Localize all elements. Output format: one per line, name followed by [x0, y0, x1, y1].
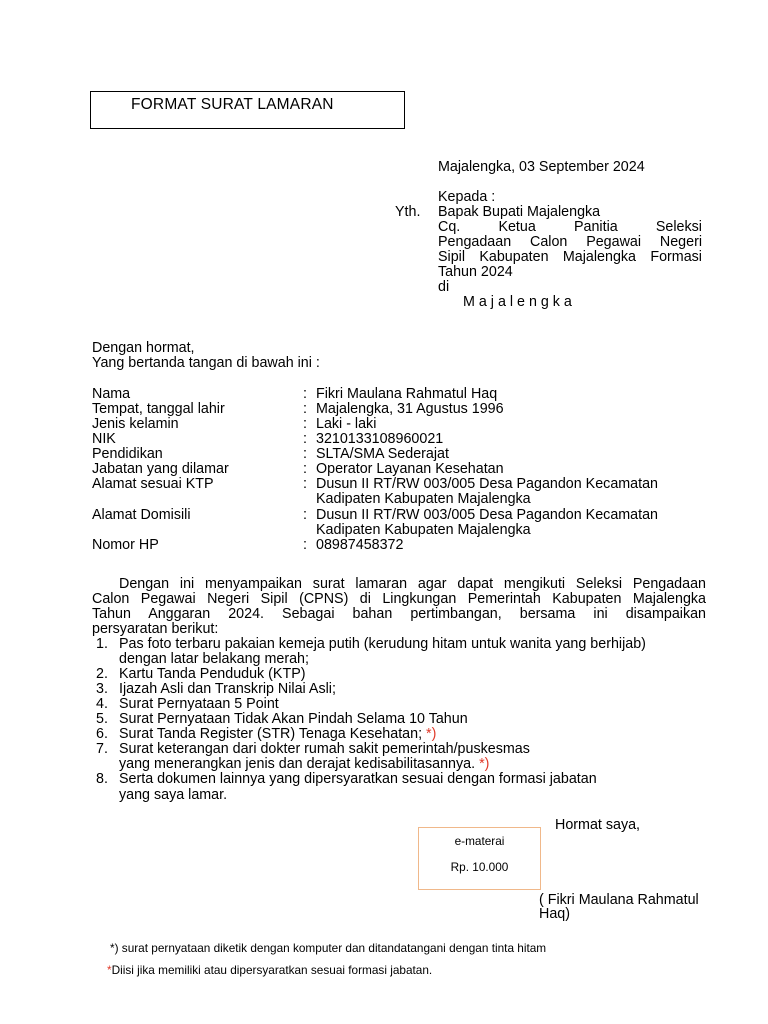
field-colon: :: [303, 507, 307, 523]
signature-name-line1: ( Fikri Maulana Rahmatul: [539, 892, 699, 908]
list-item-continuation: yang saya lamar.: [119, 787, 228, 803]
body-paragraph-line3: Tahun Anggaran 2024. Sebagai bahan pertimbangan, bersama ini disampaikan: [92, 606, 706, 622]
field-colon: :: [303, 537, 307, 553]
list-item-number: 1.: [96, 636, 108, 652]
field-label-alamat-ktp: Alamat sesuai KTP: [92, 476, 214, 492]
list-item-number: 3.: [96, 681, 108, 697]
field-colon: :: [303, 386, 307, 402]
field-colon: :: [303, 401, 307, 417]
list-item: Surat Pernyataan 5 Point: [119, 696, 279, 712]
list-item-number: 4.: [96, 696, 108, 712]
intro-text: Yang bertanda tangan di bawah ini :: [92, 355, 320, 371]
field-label-nomor-hp: Nomor HP: [92, 537, 159, 553]
field-label-pendidikan: Pendidikan: [92, 446, 163, 462]
list-item: Ijazah Asli dan Transkrip Nilai Asli;: [119, 681, 336, 697]
recipient-kepada: Kepada :: [438, 189, 496, 205]
body-paragraph-line2: Calon Pegawai Negeri Sipil (CPNS) di Lingkungan Pemerintah Kabupaten Majalengka: [92, 591, 706, 607]
recipient-line5: Tahun 2024: [438, 264, 513, 280]
field-value-alamat-domisili: Dusun II RT/RW 003/005 Desa Pagandon Kecamatan: [316, 507, 659, 523]
list-item: Kartu Tanda Penduduk (KTP): [119, 666, 306, 682]
field-label-alamat-domisili: Alamat Domisili: [92, 507, 191, 523]
list-item-number: 7.: [96, 741, 108, 757]
field-value-nomor-hp: 08987458372: [316, 537, 404, 553]
list-item: Surat keterangan dari dokter rumah sakit pemerintah/puskesmas: [119, 741, 530, 757]
place-date: Majalengka, 03 September 2024: [438, 159, 645, 175]
document-title: FORMAT SURAT LAMARAN: [131, 96, 334, 113]
footnote-mark: *: [107, 963, 112, 977]
list-item-number: 8.: [96, 771, 108, 787]
field-value-ttl: Majalengka, 31 Agustus 1996: [316, 401, 504, 417]
list-item-number: 5.: [96, 711, 108, 727]
field-colon: :: [303, 446, 307, 462]
field-colon: :: [303, 416, 307, 432]
list-item: Pas foto terbaru pakaian kemeja putih (kerudung hitam untuk wanita yang berhijab): [119, 636, 646, 652]
list-item-text: Surat Tanda Register (STR) Tenaga Kesehatan;: [119, 726, 423, 742]
list-item-continuation: dengan latar belakang merah;: [119, 651, 309, 667]
field-value-alamat-domisili-line2: Kadipaten Kabupaten Majalengka: [316, 522, 531, 538]
field-label-jenis-kelamin: Jenis kelamin: [92, 416, 179, 432]
footnote-1: *) surat pernyataan diketik dengan komputer dan ditandatangani dengan tinta hitam: [110, 941, 547, 955]
e-materai-amount: Rp. 10.000: [450, 860, 509, 874]
recipient-city: M a j a l e n g k a: [463, 294, 572, 310]
footnote-2: [107, 963, 432, 977]
list-item-number: 6.: [96, 726, 108, 742]
footnote-2-text: Diisi jika memiliki atau dipersyaratkan sesuai formasi jabatan.: [111, 963, 433, 977]
footnote-mark: *): [479, 756, 490, 772]
list-item-number: 2.: [96, 666, 108, 682]
list-item: Surat Pernyataan Tidak Akan Pindah Selama 10 Tahun: [119, 711, 468, 727]
field-label-nik: NIK: [92, 431, 116, 447]
e-materai-label: e-materai: [454, 834, 505, 848]
greeting: Dengan hormat,: [92, 340, 195, 356]
recipient-line3: Pengadaan Calon Pegawai Negeri: [438, 234, 702, 250]
recipient-di: di: [438, 279, 450, 295]
field-label-jabatan: Jabatan yang dilamar: [92, 461, 229, 477]
recipient-line2: Cq. Ketua Panitia Seleksi: [438, 219, 702, 235]
list-item: [119, 727, 436, 742]
list-item-continuation: [119, 757, 489, 772]
field-label-ttl: Tempat, tanggal lahir: [92, 401, 225, 417]
list-item: Serta dokumen lainnya yang dipersyaratkan sesuai dengan formasi jabatan: [119, 771, 597, 787]
field-value-alamat-ktp: Dusun II RT/RW 003/005 Desa Pagandon Kecamatan: [316, 476, 659, 492]
recipient-yth: Yth.: [395, 204, 421, 220]
recipient-line4: Sipil Kabupaten Majalengka Formasi: [438, 249, 702, 265]
signature-name-line2: Haq): [539, 906, 570, 922]
field-label-nama: Nama: [92, 386, 131, 402]
field-colon: :: [303, 461, 307, 477]
body-paragraph-line4: persyaratan berikut:: [92, 621, 219, 637]
field-value-nik: 3210133108960021: [316, 431, 444, 447]
field-value-jenis-kelamin: Laki - laki: [316, 416, 377, 432]
field-value-nama: Fikri Maulana Rahmatul Haq: [316, 386, 498, 402]
field-value-alamat-ktp-line2: Kadipaten Kabupaten Majalengka: [316, 491, 531, 507]
footnote-mark: *): [426, 726, 437, 742]
list-item-text: yang menerangkan jenis dan derajat kedisabilitasannya.: [119, 756, 476, 772]
field-colon: :: [303, 431, 307, 447]
recipient-line1: Bapak Bupati Majalengka: [438, 204, 601, 220]
field-value-pendidikan: SLTA/SMA Sederajat: [316, 446, 449, 462]
field-value-jabatan: Operator Layanan Kesehatan: [316, 461, 504, 477]
field-colon: :: [303, 476, 307, 492]
closing-text: Hormat saya,: [555, 817, 641, 833]
body-paragraph-line1: Dengan ini menyampaikan surat lamaran agar dapat mengikuti Seleksi Pengadaan: [119, 576, 706, 592]
